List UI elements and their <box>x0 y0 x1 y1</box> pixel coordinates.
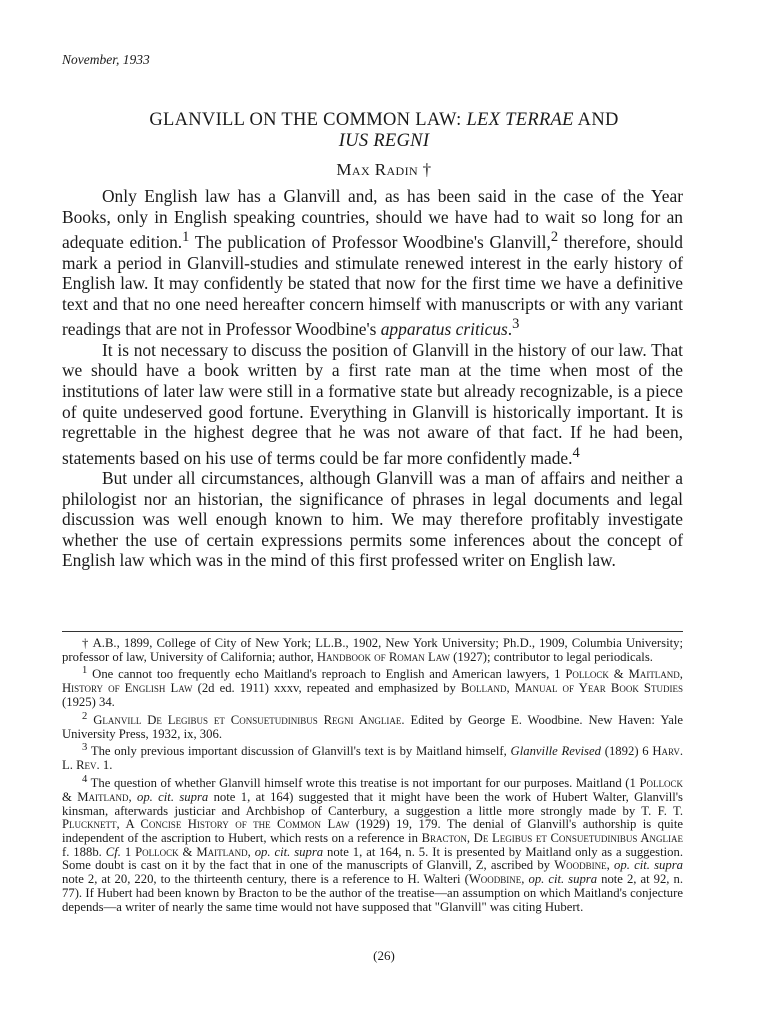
footnote-ref: 2 <box>550 229 559 246</box>
title-part: AND <box>573 110 619 130</box>
footnote-2: $^2$ Glanvill De Legibus et Consuetudinibus Regni Angliae. Edited by George E. Woodbine. New Haven: Yale University Press, 1932, ix, 306. <box>62 710 684 741</box>
author-name: Max Radin † <box>336 160 432 179</box>
paragraph-1: Only English law has a Glanvill and, as has been said in the case of the Year Books, only in English speaking countries, should we have had to wait so long for an adequate edition.$^1$ The publication of Professor Woodbine's Glanvill,$^2$ therefore, should mark a period in Glanvill-studies and stimulate renewed interest in the early history of English law. It may confidently be stated that now for the first time we have a definitive text and that no one need hereafter concern himself with manuscripts or with any variant readings that are not in Professor Woodbine's apparatus criticus.$^3$ <box>62 186 683 340</box>
title-italic: IUS REGNI <box>338 131 430 151</box>
title-italic: LEX TERRAE <box>466 110 574 130</box>
paragraph-2: It is not necessary to discuss the position of Glanvill in the history of our law. That we should have a book written by a first rate man at the time when most of the institutions of later law were still in a formative state but already recognizable, is a piece of quite undeserved good fortune. Everything in Glanvill is historically important. It is regrettable in the highest degree that he was not aware of that fact. If he had been, statements based on his use of terms could be far more confidently made.$^4$ <box>62 339 683 468</box>
page-number: (26) <box>373 948 395 963</box>
footnote-4: $^4$ The question of whether Glanvill himself wrote this treatise is not important for our purposes. Maitland (1 Pollock & Maitland, op. cit. supra note 1, at 164) suggested that it might have been the work of Hubert Walter, Glanvill's kinsman, afterwards justiciar and Archbishop of Canterbury, a suggestion a little more strongly made by T. F. T. Plucknett, A Concise History of the Common Law (1929) 19, 179. The denial of Glanvill's authorship is quite independent of the ascription to Hubert, which rests on a reference in Bracton, De Legibus et Consuetudinibus Angliae f. 188b. Cf. 1 Pollock & Maitland, op. cit. supra note 1, at 164, n. 5. It is presented by Maitland only as a suggestion. Some doubt is cast on it by the fact that in one of the manuscripts of Glanvill, Z, ascribed by Woodbine, op. cit. supra note 2, at 20, 220, to the thirteenth century, there is a reference to H. Walteri (Woodbine, op. cit. supra note 2, at 92, n. 77). If Hubert had been known by Bracton to be the author of the treatise—an assumption on which Maitland's conjecture depends—a writer of nearly the same time would not have supposed that "Glanvill" was citing Hubert. <box>62 774 684 914</box>
footnote-ref: 3 <box>512 316 520 333</box>
footnote-divider <box>62 631 683 632</box>
footnote-1: $^1$ One cannot too frequently echo Maitland's reproach to English and American lawyers, 1 Pollock & Maitland, History of English Law (2d ed. 1911) xxxv, repeated and emphasized by Bolland, Manual of Year Book Studies (1925) 34. <box>62 665 683 710</box>
footnote-3: $^3$ The only previous important discussion of Glanvill's text is by Maitland himself, Glanville Revised (1892) 6 Harv. L. Rev. 1. <box>62 742 684 773</box>
footnotes <box>62 637 683 914</box>
footnote-dagger: † A.B., 1899, College of City of New York; LL.B., 1902, New York University; Ph.D., 1909, Columbia University; professor of law, University of California; author, Handbook of Roman Law (1927); contributor to legal periodicals. <box>62 636 683 664</box>
article-body <box>62 186 683 571</box>
title-part: GLANVILL ON THE COMMON LAW: <box>149 110 467 130</box>
footnote-ref: 1 <box>182 229 190 246</box>
footnote-ref: 4 <box>572 444 580 461</box>
issue-date: November, 1933 <box>62 52 150 67</box>
article-title <box>60 110 708 152</box>
paragraph-3: But under all circumstances, although Glanvill was a man of affairs and neither a philologist nor an historian, the significance of phrases in legal documents and legal discussion was well enough known to him. We may therefore profitably investigate whether the use of certain expressions permits some inferences about the concept of English law which was in the mind of this first professed writer on English law. <box>62 468 683 571</box>
